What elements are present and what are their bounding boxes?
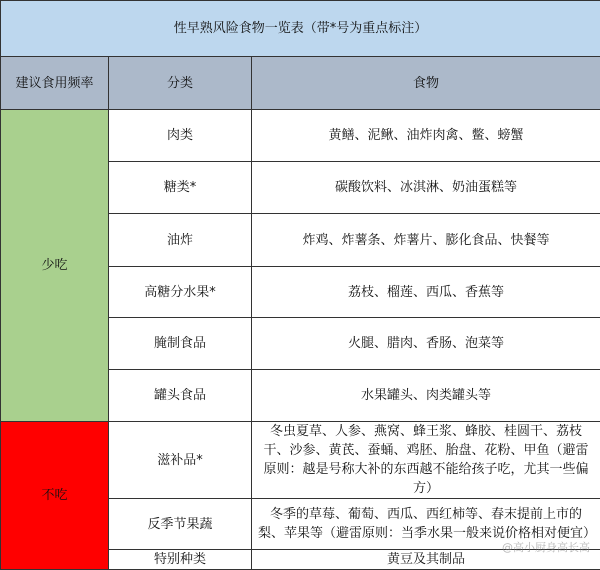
header-category: 分类 xyxy=(109,57,252,110)
foods-cell: 水果罐头、肉类罐头等 xyxy=(252,370,600,422)
header-frequency: 建议食用频率 xyxy=(1,57,109,110)
category-cell: 罐头食品 xyxy=(109,370,252,422)
table-row xyxy=(1,110,600,162)
frequency-less: 少吃 xyxy=(1,110,109,422)
foods-cell: 碳酸饮料、冰淇淋、奶油蛋糕等 xyxy=(252,162,600,214)
category-cell: 糖类* xyxy=(109,162,252,214)
foods-cell: 火腿、腊肉、香肠、泡菜等 xyxy=(252,318,600,370)
frequency-none: 不吃 xyxy=(1,422,109,570)
title-row xyxy=(1,1,600,57)
table-title: 性早熟风险食物一览表（带*号为重点标注） xyxy=(1,1,600,57)
category-cell: 肉类 xyxy=(109,110,252,162)
foods-cell: 黄鳝、泥鳅、油炸肉禽、鳖、螃蟹 xyxy=(252,110,600,162)
category-cell: 油炸 xyxy=(109,214,252,267)
watermark: @高小厨身高长高 xyxy=(502,539,590,555)
header-row xyxy=(1,57,600,110)
foods-cell: 荔枝、榴莲、西瓜、香蕉等 xyxy=(252,267,600,318)
table-row xyxy=(1,422,600,499)
category-cell: 滋补品* xyxy=(109,422,252,499)
category-cell: 反季节果蔬 xyxy=(109,499,252,550)
category-cell: 腌制食品 xyxy=(109,318,252,370)
foods-cell: 冬虫夏草、人参、燕窝、蜂王浆、蜂胶、桂圆干、荔枝干、沙参、黄芪、蚕蛹、鸡胚、胎盘、花粉、甲鱼（避雷原则：越是号称大补的东西越不能给孩子吃，尤其一些偏方） xyxy=(252,422,600,499)
foods-cell: 黄豆及其制品 xyxy=(252,550,600,570)
foods-cell: 冬季的草莓、葡萄、西瓜、西红柿等、春末提前上市的梨、苹果等（避雷原则：当季水果一般来说价格相对便宜） xyxy=(252,499,600,550)
header-foods: 食物 xyxy=(252,57,600,110)
category-cell: 高糖分水果* xyxy=(109,267,252,318)
category-cell: 特别种类 xyxy=(109,550,252,570)
foods-cell: 炸鸡、炸薯条、炸薯片、膨化食品、快餐等 xyxy=(252,214,600,267)
